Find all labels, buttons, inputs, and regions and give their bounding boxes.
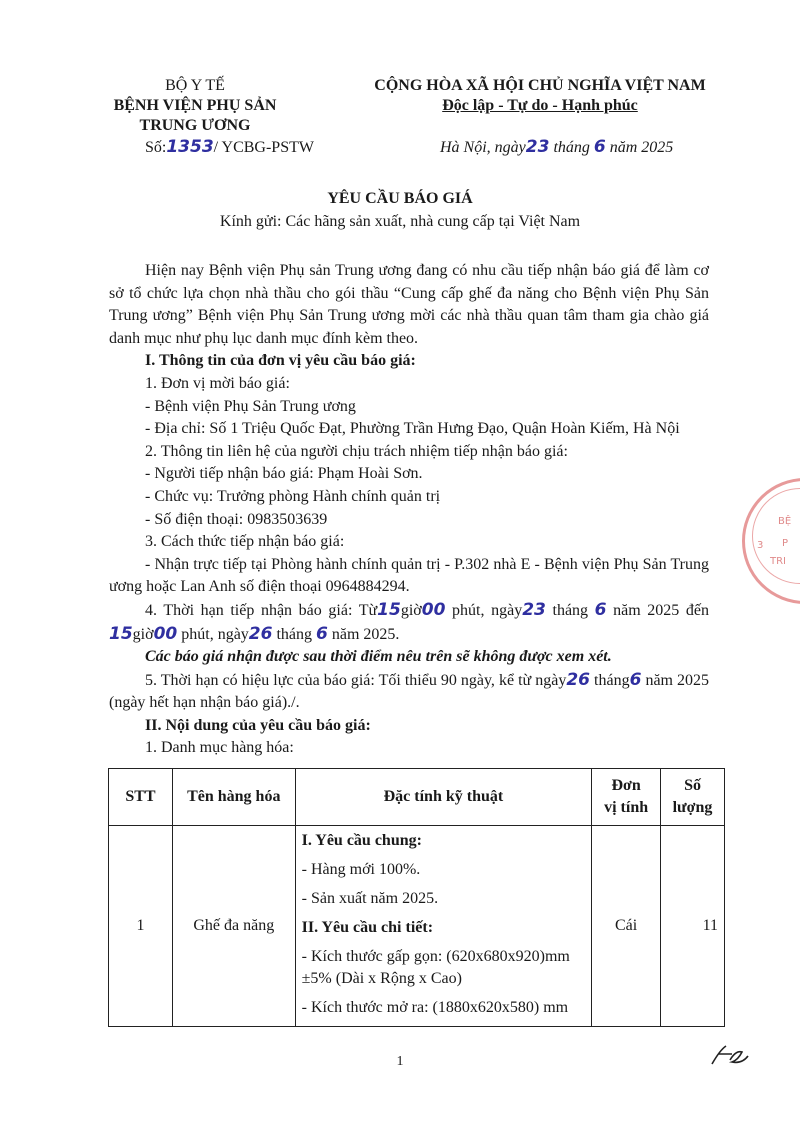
- country-name: CỘNG HÒA XÃ HỘI CHỦ NGHĨA VIỆT NAM: [374, 77, 706, 94]
- header-name: Tên hàng hóa: [172, 769, 295, 826]
- section1-heading: I. Thông tin của đơn vị yêu cầu báo giá:: [145, 352, 416, 370]
- national-header: [340, 76, 740, 116]
- goods-table: [108, 768, 725, 1027]
- cell-name: Ghế đa năng: [172, 826, 295, 1027]
- document-number: Số:1353/ YCBG-PSTW: [145, 137, 314, 157]
- ministry-name: BỘ Y TẾ: [165, 77, 225, 94]
- receiver-position: - Chức vụ: Trưởng phòng Hành chính quản trị: [145, 487, 441, 505]
- deadline: 4. Thời hạn tiếp nhận báo giá: Từ15giờ00 phút, ngày23 tháng 6 năm 2025 đến 15giờ00 phút, ngày26 tháng 6 năm 2025.: [109, 599, 710, 644]
- section1-item2: 2. Thông tin liên hệ của người chịu trách nhiệm tiếp nhận báo giá:: [145, 442, 568, 460]
- document-body: [109, 260, 709, 760]
- header-unit: Đơn vị tính: [592, 769, 661, 826]
- cell-stt: 1: [109, 826, 173, 1027]
- header-stt: STT: [109, 769, 173, 826]
- stamp-text: 3: [757, 540, 764, 551]
- document-title: YÊU CẦU BÁO GIÁ: [327, 190, 473, 207]
- stamp-text: BỆ: [778, 516, 792, 527]
- page-number: 1: [396, 1054, 404, 1069]
- section2-item1: 1. Danh mục hàng hóa:: [145, 739, 294, 757]
- stamp-text: TRI: [770, 556, 787, 567]
- national-motto: Độc lập - Tự do - Hạnh phúc: [442, 97, 638, 114]
- issue-date: Hà Nội, ngày23 tháng 6 năm 2025: [440, 137, 674, 157]
- initials-signature-icon: [708, 1040, 752, 1070]
- recipient-line: Kính gửi: Các hãng sản xuất, nhà cung cấp tại Việt Nam: [219, 213, 581, 230]
- section1-item1: 1. Đơn vị mời báo giá:: [145, 374, 290, 392]
- hospital-name-line2: TRUNG ƯƠNG: [139, 117, 251, 134]
- section2-heading: II. Nội dung của yêu cầu báo giá:: [145, 716, 371, 734]
- inviting-unit: - Bệnh viện Phụ Sản Trung ương: [145, 397, 356, 415]
- handwritten-number: 1353: [166, 137, 214, 157]
- late-submission-note: Các báo giá nhận được sau thời điểm nêu trên sẽ không được xem xét.: [145, 648, 612, 666]
- table-header-row: [109, 769, 725, 826]
- cell-unit: Cái: [592, 826, 661, 1027]
- validity-period: 5. Thời hạn có hiệu lực của báo giá: Tối thiểu 90 ngày, kể từ ngày26 tháng6 năm 2025 (ngày hết hạn nhận báo giá)./.: [109, 669, 710, 712]
- receiver-phone: - Số điện thoại: 0983503639: [145, 510, 328, 528]
- intro-paragraph: Hiện nay Bệnh viện Phụ sản Trung ương đang có nhu cầu tiếp nhận báo giá để làm cơ sở tổ chức lựa chọn nhà thầu cho gói thầu “Cung cấp ghế đa năng cho Bệnh viện Phụ Sản Trung ương” Bệnh viện Phụ Sản Trung ương mời các nhà thầu quan tâm tham gia chào giá danh mục như phụ lục danh mục đính kèm theo.: [109, 262, 709, 347]
- cell-spec: I. Yêu cầu chung: - Hàng mới 100%. - Sản xuất năm 2025. II. Yêu cầu chi tiết: - Kích thước gấp gọn: (620x680x920)mm ±5% (Dài x Rộng x Cao) - Kích thước mở ra: (1880x620x580) mm: [295, 826, 592, 1027]
- header-spec: Đặc tính kỹ thuật: [295, 769, 592, 826]
- issuer-block: [90, 76, 300, 136]
- cell-qty: 11: [661, 826, 725, 1027]
- stamp-text: P: [782, 538, 789, 549]
- section1-item3: 3. Cách thức tiếp nhận báo giá:: [145, 533, 345, 551]
- header-qty: Số lượng: [661, 769, 725, 826]
- receiving-method: - Nhận trực tiếp tại Phòng hành chính quản trị - P.302 nhà E - Bệnh viện Phụ Sản Trung ương hoặc Lan Anh số điện thoại 0964884294.: [109, 555, 709, 596]
- hospital-name-line1: BỆNH VIỆN PHỤ SẢN: [113, 97, 277, 114]
- table-row: [109, 826, 725, 1027]
- receiver-name: - Người tiếp nhận báo giá: Phạm Hoài Sơn.: [145, 465, 423, 483]
- address: - Địa chỉ: Số 1 Triệu Quốc Đạt, Phường Trần Hưng Đạo, Quận Hoàn Kiếm, Hà Nội: [145, 420, 680, 438]
